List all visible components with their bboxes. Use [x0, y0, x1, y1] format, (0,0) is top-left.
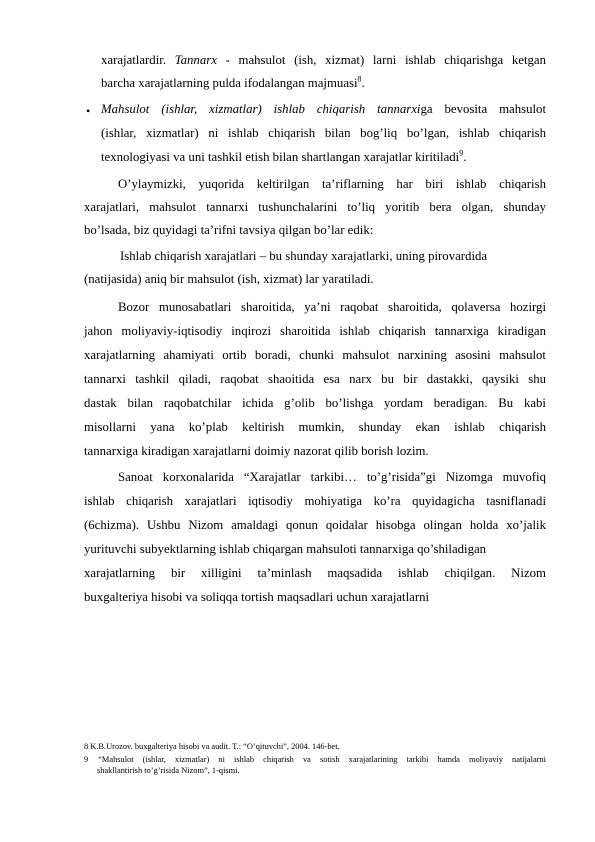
footnote-8: 8 K.B.Urozov. buxgalteriya hisobi va audit. T.: “O’qituvchi”, 2004. 146-bet. [84, 742, 340, 751]
bullet-icon: • [86, 104, 91, 118]
footnote-9-number: 9 [84, 755, 89, 764]
paragraph-line-6: Bozor munosabatlari sharoitida, ya’ni raqobat sharoitida, qolaversa hozirgi [118, 300, 546, 314]
paragraph-line-9: tannarxi tashkil qiladi, raqobat shaoitida esa narx bu bir dastakki, qaysiki shu [84, 372, 546, 386]
paragraph-line-17: xarajatlarning bir xilligini ta’minlash maqsadida ishlab chiqilgan. Nizom [84, 566, 546, 580]
term-tannarx: Tannarx [174, 53, 217, 67]
bullet-line-1: Mahsulot (ishlar, xizmatlar) ishlab chiqarish tannarxiga bevosita mahsulot [101, 102, 546, 116]
paragraph-line-2: barcha xarajatlarning pulda ifodalangan majmuasi$^8$. [101, 74, 365, 90]
definition-line-1: Ishlab chiqarish xarajatlari – bu shunday xarajatlarki, uning pirovardida [120, 249, 488, 263]
bullet-line-2: (ishlar, xizmatlar) ni ishlab chiqarish bilan bog’liq bo’lgan, ishlab chiqarish [101, 126, 546, 140]
paragraph-line-1: xarajatlardir. Tannarx - mahsulot (ish, xizmat) larni ishlab chiqarishga ketgan [101, 53, 546, 67]
term-tannarx-definition: Mahsulot (ishlar, xizmatlar) ishlab chiqarish tannarxi [101, 102, 421, 116]
footnote-ref-8[interactable]: 8 [357, 74, 362, 84]
paragraph-line-15: (6chizma). Ushbu Nizom amaldagi qonun qoidalar hisobga olingan holda xo’jalik [84, 518, 546, 532]
paragraph-line-10: dastak bilan raqobatchilar ichida g’olib bo’lishga yordam beradigan. Bu kabi [84, 396, 546, 410]
paragraph-line-13: Sanoat korxonalarida “Xarajatlar tarkibi… to’g’risida”gi Nizomga muvofiq [118, 470, 546, 484]
paragraph-line-8: xarajatlarning ahamiyati ortib boradi, chunki mahsulot narxining asosini mahsulot [84, 348, 546, 362]
footnote-9-line-1: 9 “Mahsulot (ishlar, xizmatlar) ni ishlab chiqarish va sotish xarajatlarining tarkibi hamda moliyaviy natijalarni [84, 755, 546, 764]
paragraph-line-7: jahon moliyaviy-iqtisodiy inqirozi sharoitida ishlab chiqarish tannarxiga kiradigan [84, 324, 546, 338]
definition-line-2: (natijasida) aniq bir mahsulot (ish, xizmat) lar yaratiladi. [84, 272, 374, 286]
paragraph-line-11: misollarni yana ko’plab keltirish mumkin, shunday ekan ishlab chiqarish [84, 420, 546, 434]
paragraph-line-18: buxgalteriya hisobi va soliqqa tortish maqsadlari uchun xarajatlarni [84, 590, 430, 604]
paragraph-line-5: bo’lsada, biz quyidagi ta’rifni tavsiya qilgan bo’lar edik: [84, 223, 374, 237]
paragraph-line-14: ishlab chiqarish xarajatlari iqtisodiy mohiyatiga ko’ra quyidagicha tasniflanadi [84, 494, 546, 508]
paragraph-line-16: yurituvchi subyektlarning ishlab chiqargan mahsuloti tannarxiga qo’shiladigan [84, 542, 487, 556]
footnote-ref-9[interactable]: 9 [459, 148, 464, 158]
paragraph-line-4: xarajatlari, mahsulot tannarxi tushunchalarini to’liq yoritib bera olgan, shunday [84, 200, 546, 214]
paragraph-line-12: tannarxiga kiradigan xarajatlarni doimiy nazorat qilib borish lozim. [84, 444, 429, 458]
footnote-9-line-2: shakllantirish to’g’risida Nizom”, 1-qismi. [97, 766, 240, 775]
paragraph-line-3: O’ylaymizki, yuqorida keltirilgan ta’riflarning har biri ishlab chiqarish [118, 177, 546, 191]
bullet-line-3: texnologiyasi va uni tashkil etish bilan shartlangan xarajatlar kiritiladi$^9$. [101, 148, 467, 164]
